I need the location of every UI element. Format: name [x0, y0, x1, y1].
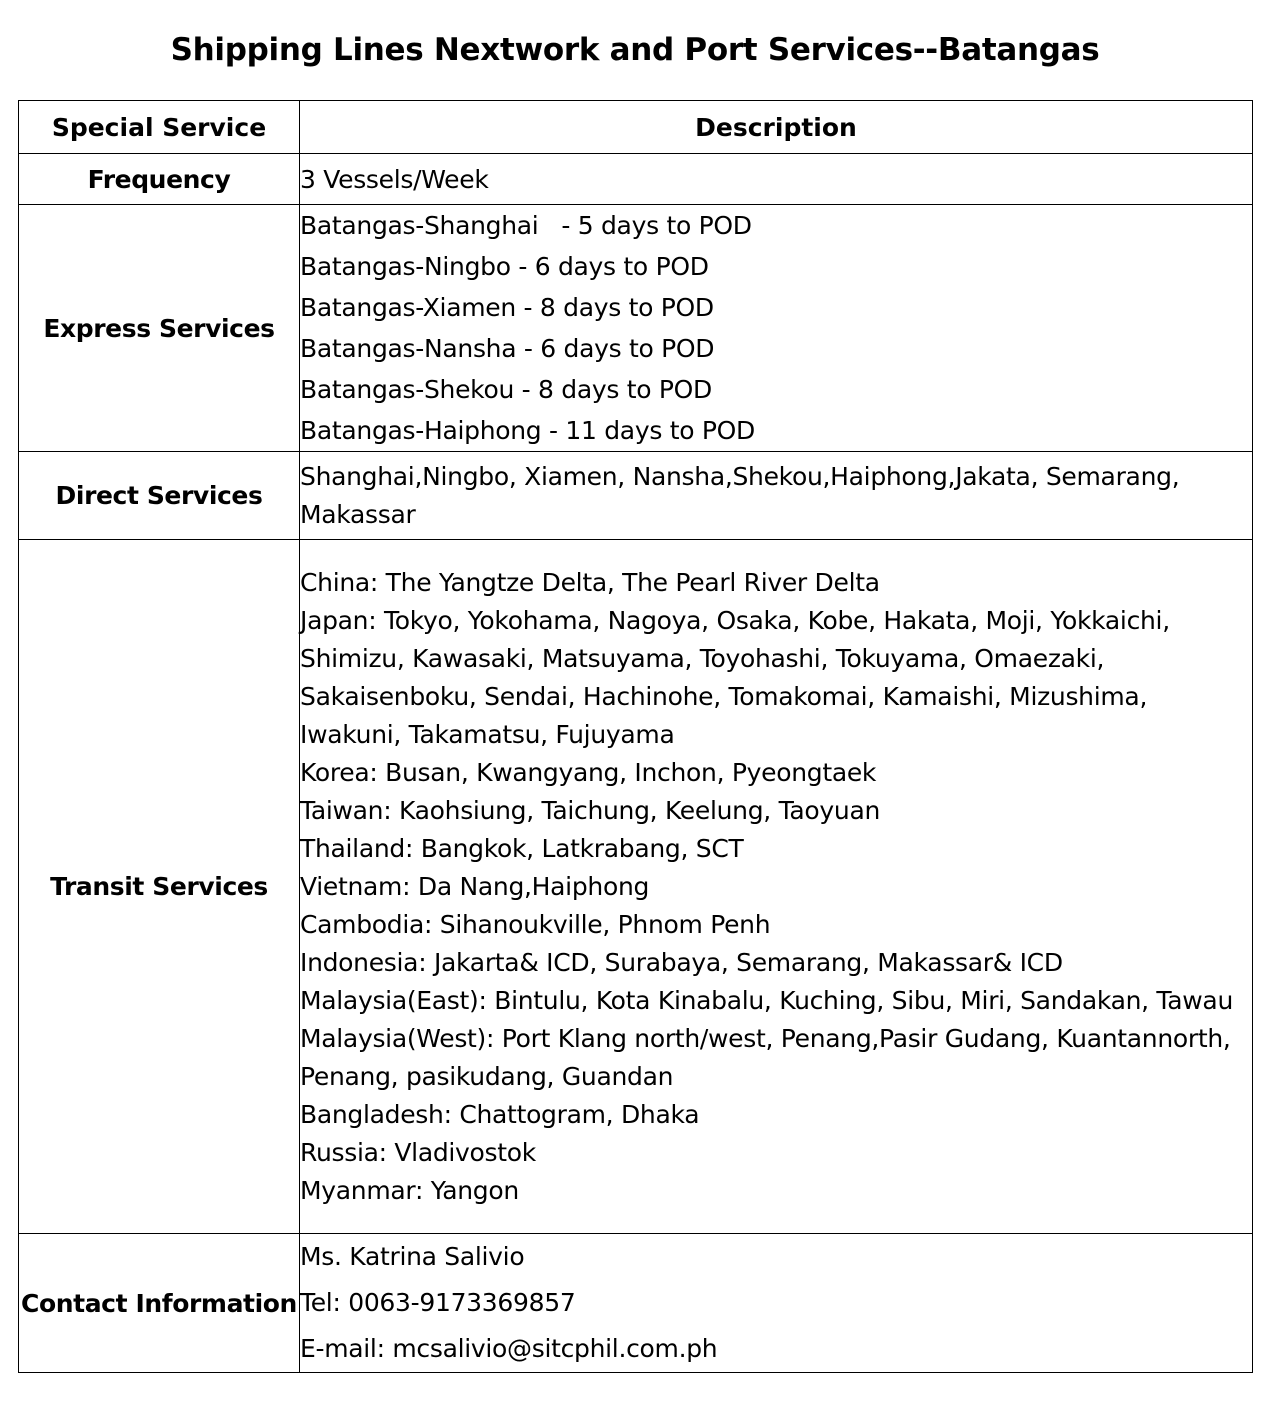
transit-country-line: Myanmar: Yangon: [300, 1175, 519, 1205]
express-route-line: Batangas-Ningbo - 6 days to POD: [300, 252, 709, 281]
transit-country-line: Thailand: Bangkok, Latkrabang, SCT: [300, 833, 744, 863]
row-label-contact: Contact Information: [19, 1234, 300, 1373]
header-special-service: Special Service: [19, 101, 300, 154]
transit-country-line: Indonesia: Jakarta& ICD, Surabaya, Semarang, Makassar& ICD: [300, 947, 1063, 977]
row-label-express: Express Services: [19, 205, 300, 452]
row-desc-transit: [300, 540, 1253, 1234]
table-row-transit: [19, 540, 1253, 1234]
express-route-line: Batangas-Shanghai - 5 days to POD: [300, 211, 752, 240]
transit-country-line: Russia: Vladivostok: [300, 1137, 536, 1167]
express-route-line: Batangas-Nansha - 6 days to POD: [300, 334, 715, 363]
row-desc-express: [300, 205, 1253, 452]
table-row-contact: [19, 1234, 1253, 1373]
transit-country-line: Korea: Busan, Kwangyang, Inchon, Pyeongtaek: [300, 757, 877, 787]
table-header-row: [19, 101, 1253, 154]
row-desc-frequency: [300, 154, 1253, 205]
express-route-line: Batangas-Xiamen - 8 days to POD: [300, 293, 714, 322]
express-route-line: Batangas-Shekou - 8 days to POD: [300, 375, 712, 404]
table-row-direct: [19, 452, 1253, 540]
row-label-frequency: Frequency: [19, 154, 300, 205]
express-route-line: Batangas-Haiphong - 11 days to POD: [300, 416, 755, 445]
table-row-express: [19, 205, 1253, 452]
header-description: Description: [300, 101, 1253, 154]
frequency-line: 3 Vessels/Week: [300, 164, 489, 194]
transit-country-line: Malaysia(East): Bintulu, Kota Kinabalu, Kuching, Sibu, Miri, Sandakan, Tawau: [300, 985, 1233, 1015]
transit-country-line: Vietnam: Da Nang,Haiphong: [300, 871, 650, 901]
row-desc-direct: [300, 452, 1253, 540]
row-label-direct: Direct Services: [19, 452, 300, 540]
table-row-frequency: [19, 154, 1253, 205]
contact-name: Ms. Katrina Salivio: [300, 1242, 525, 1271]
transit-country-line: Japan: Tokyo, Yokohama, Nagoya, Osaka, Kobe, Hakata, Moji, Yokkaichi, Shimizu, Kawasaki, Matsuyama, Toyohashi, Tokuyama, Omaezaki, Sakaisenboku, Sendai, Hachinohe, Tomakomai, Kamaishi, Mizushima, Iwakuni, Takamatsu, Fujuyama: [300, 605, 1178, 749]
transit-country-line: Bangladesh: Chattogram, Dhaka: [300, 1099, 700, 1129]
transit-country-line: Malaysia(West): Port Klang north/west, Penang,Pasir Gudang, Kuantannorth, Penang, pasikudang, Guandan: [300, 1023, 1239, 1091]
transit-country-line: Cambodia: Sihanoukville, Phnom Penh: [300, 909, 771, 939]
contact-email: E-mail: mcsalivio@sitcphil.com.ph: [300, 1334, 718, 1363]
row-desc-contact: [300, 1234, 1253, 1373]
transit-country-line: China: The Yangtze Delta, The Pearl River Delta: [300, 567, 880, 597]
page-title: Shipping Lines Nextwork and Port Services--Batangas: [170, 32, 1100, 68]
transit-country-line: Taiwan: Kaohsiung, Taichung, Keelung, Taoyuan: [300, 795, 881, 825]
contact-phone: Tel: 0063-9173369857: [300, 1288, 576, 1317]
direct-ports-text: Shanghai,Ningbo, Xiamen, Nansha,Shekou,Haiphong,Jakata, Semarang, Makassar: [300, 461, 1187, 529]
row-label-transit: Transit Services: [19, 540, 300, 1234]
services-table: [18, 100, 1253, 1373]
